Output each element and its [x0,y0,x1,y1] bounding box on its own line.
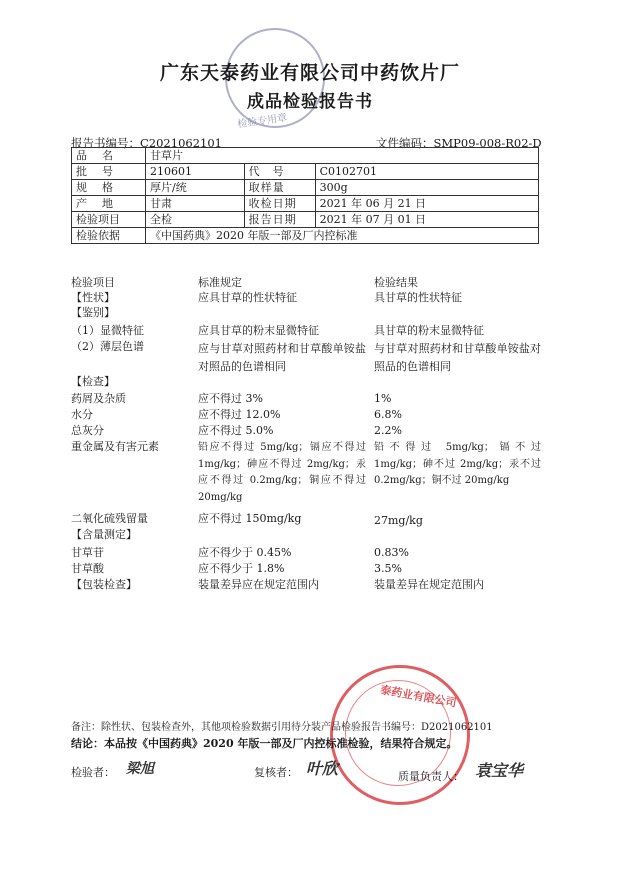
table-row [72,196,539,212]
company-title: 广东天泰药业有限公司中药饮片厂 [159,62,460,84]
result-text: 27mg/kg [374,514,423,527]
result-text: 具甘草的性状特征 [374,291,462,304]
standard-text: 应不得过 5.0% [198,424,274,437]
table-row [72,180,539,196]
standard-text: 应不得少于 1.8% [198,562,285,575]
item-label: （2）薄层色谱 [71,340,144,353]
table-row [72,212,539,228]
standard-text: 应具甘草的粉末显微特征 [198,324,319,337]
section-jianbie: 【鉴别】 [71,306,115,319]
report-number-value: C2021062101 [140,136,222,150]
report-date-value: 2021 年 07 月 01 日 [315,212,538,228]
result-text: 2.2% [374,424,402,437]
standard-text: 应不得过 3% [198,392,263,405]
conclusion: 结论：本品按《中国药典》2020 年版一部及厂内控标准检验，结果符合规定。 [71,737,458,750]
result-text: 3.5% [374,562,402,575]
table-row [72,164,539,180]
basis-value: 《中国药典》2020 年版一部及厂内控标准 [146,228,539,244]
report-date-label: 报告日期 [244,212,315,228]
item-label: 重金属及有害元素 [71,440,159,453]
item-label: 检验项目 [72,212,146,228]
inspection-stamp-text: 检验专用章 [236,112,288,131]
result-text: 1% [374,392,392,405]
batch-value: 210601 [146,164,245,180]
qa-signature: 袁宝华 [475,761,524,780]
item-label: 水分 [71,408,93,421]
spec-value: 厚片/统 [146,180,245,196]
standard-text: 应与甘草对照药材和甘草酸单铵盐对照品的色谱相同 [198,342,366,373]
result-text: 装量差异在规定范围内 [374,578,484,591]
standard-text: 应具甘草的性状特征 [198,291,297,304]
reviewer-label: 复核者： [254,766,298,779]
table-row [72,148,539,164]
info-table [71,147,539,244]
standard-text: 应不得少于 0.45% [198,546,292,559]
code-value: C0102701 [315,164,538,180]
item-label: 甘草酸 [71,562,104,575]
item-label: 二氧化硫残留量 [71,512,148,525]
section-baozhuang: 【包装检查】 [71,578,137,591]
result-text: 具甘草的粉末显微特征 [374,324,484,337]
basis-label: 检验依据 [72,228,146,244]
document-title: 成品检验报告书 [247,92,373,112]
code-label: 代 号 [244,164,315,180]
file-code-value: SMP09-008-R02-D [433,136,542,150]
received-value: 2021 年 06 月 21 日 [315,196,538,212]
remark-note: 备注：除性状、包装检查外，其他项检验数据引用待分装产品检验报告书编号：D2021062101 [71,722,493,733]
inspector-label: 检验者： [71,766,115,779]
product-value: 甘草片 [146,148,539,164]
section-jiancha: 【检查】 [71,375,115,388]
item-value: 全检 [146,212,245,228]
file-code-label: 文件编码： [376,136,434,150]
result-text: 铅不得过 5mg/kg；镉不过 1mg/kg；砷不过 2mg/kg；汞不过 0.2mg/kg；铜不过 20mg/kg [374,442,541,486]
sample-value: 300g [315,180,538,196]
product-label: 品 名 [72,148,146,164]
spec-label: 规 格 [72,180,146,196]
company-seal-text: 泰药业有限公司 [379,683,458,710]
item-label: （1）显微特征 [71,324,144,337]
result-text: 与甘草对照药材和甘草酸单铵盐对照品的色谱相同 [374,342,541,373]
standard-text: 装量差异应在规定范围内 [198,578,319,591]
item-label: 甘草苷 [71,546,104,559]
item-label: 总灰分 [71,424,104,437]
sample-label: 取样量 [244,180,315,196]
inspector-signature: 梁旭 [126,761,154,777]
col-item-header: 检验项目 [71,276,115,289]
received-label: 收检日期 [244,196,315,212]
report-number-label: 报告书编号： [71,136,140,150]
reviewer-signature: 叶欣 [306,759,339,778]
section-xingzhuang: 【性状】 [71,291,115,304]
origin-value: 甘肃 [146,196,245,212]
result-text: 0.83% [374,546,409,559]
qa-label: 质量负责人： [398,770,464,783]
result-text: 6.8% [374,408,402,421]
standard-text: 铅应不得过 5mg/kg；镉应不得过 1mg/kg；砷应不得过 2mg/kg；汞应不得过 0.2mg/kg；铜应不得过 20mg/kg [198,442,366,503]
col-result-header: 检验结果 [374,276,418,289]
col-std-header: 标准规定 [198,276,242,289]
section-hanliang: 【含量测定】 [71,528,137,541]
standard-text: 应不得过 12.0% [198,408,281,421]
standard-text: 应不得过 150mg/kg [198,512,302,525]
origin-label: 产 地 [72,196,146,212]
table-row [72,228,539,244]
item-label: 药屑及杂质 [71,392,126,405]
batch-label: 批 号 [72,164,146,180]
